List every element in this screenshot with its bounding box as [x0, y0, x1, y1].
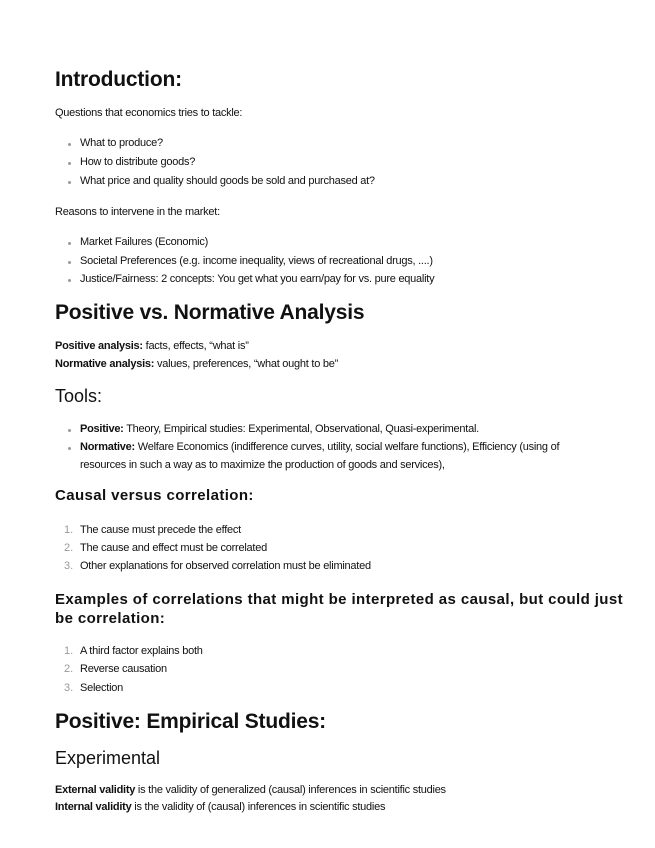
normative-analysis-label: Normative analysis:	[55, 358, 155, 370]
tools-normative-text-cont: resources in such a way as to maximize the production of goods and services),	[80, 459, 445, 471]
positive-analysis-label: Positive analysis:	[55, 340, 143, 352]
posnorm-heading: Positive vs. Normative Analysis	[55, 301, 365, 324]
bullet	[68, 143, 71, 146]
list-number: 1.	[64, 645, 74, 657]
positive-analysis-line	[55, 340, 249, 352]
list-item: The cause must precede the effect	[80, 524, 241, 536]
internal-validity-text: is the validity of (causal) inferences in scientific studies	[131, 801, 386, 813]
normative-analysis-text: values, preferences, “what ought to be”	[154, 358, 339, 370]
questions-label: Questions that economics tries to tackle:	[55, 107, 243, 119]
internal-validity-label: Internal validity	[55, 801, 132, 813]
list-item: Reverse causation	[80, 663, 167, 675]
positive-analysis-text: facts, effects, “what is”	[142, 340, 249, 352]
list-item: Societal Preferences (e.g. income inequality, views of recreational drugs, ....)	[80, 255, 433, 267]
bullet	[68, 429, 71, 432]
tools-normative-item	[80, 441, 559, 453]
list-number: 3.	[64, 682, 74, 694]
internal-validity-line	[55, 801, 385, 813]
list-number: 3.	[64, 560, 74, 572]
bullet	[68, 242, 71, 245]
examples-heading-line2: be correlation:	[55, 610, 166, 627]
list-item: A third factor explains both	[80, 645, 203, 657]
external-validity-text: is the validity of generalized (causal) inferences in scientific studies	[135, 784, 446, 796]
bullet	[68, 261, 71, 264]
tools-positive-label: Positive:	[80, 423, 124, 435]
bullet	[68, 181, 71, 184]
reasons-label: Reasons to intervene in the market:	[55, 206, 220, 218]
tools-heading: Tools:	[55, 386, 103, 406]
external-validity-label: External validity	[55, 784, 136, 796]
list-item: Market Failures (Economic)	[80, 236, 208, 248]
list-item: How to distribute goods?	[80, 156, 196, 168]
list-number: 1.	[64, 524, 74, 536]
list-item: What to produce?	[80, 137, 163, 149]
normative-analysis-line	[55, 358, 338, 370]
bullet	[68, 162, 71, 165]
list-item: The cause and effect must be correlated	[80, 542, 267, 554]
tools-normative-text: Welfare Economics (indifference curves, utility, social welfare functions), Efficiency (using of	[134, 441, 560, 453]
empirical-heading: Positive: Empirical Studies:	[55, 710, 326, 733]
examples-heading-line1: Examples of correlations that might be interpreted as causal, but could just	[55, 591, 624, 608]
bullet	[68, 279, 71, 282]
list-number: 2.	[64, 542, 74, 554]
bullet	[68, 447, 71, 450]
tools-positive-text: Theory, Empirical studies: Experimental, Observational, Quasi-experimental.	[123, 423, 479, 435]
list-item: Selection	[80, 682, 124, 694]
tools-positive-item	[80, 423, 479, 435]
causal-heading: Causal versus correlation:	[55, 487, 254, 504]
external-validity-line	[55, 784, 446, 796]
experimental-subheading: Experimental	[55, 748, 161, 768]
tools-normative-label: Normative:	[80, 441, 135, 453]
list-item: What price and quality should goods be sold and purchased at?	[80, 175, 375, 187]
intro-heading: Introduction:	[55, 68, 182, 91]
list-item: Justice/Fairness: 2 concepts: You get what you earn/pay for vs. pure equality	[80, 273, 435, 285]
list-number: 2.	[64, 663, 74, 675]
list-item: Other explanations for observed correlation must be eliminated	[80, 560, 371, 572]
